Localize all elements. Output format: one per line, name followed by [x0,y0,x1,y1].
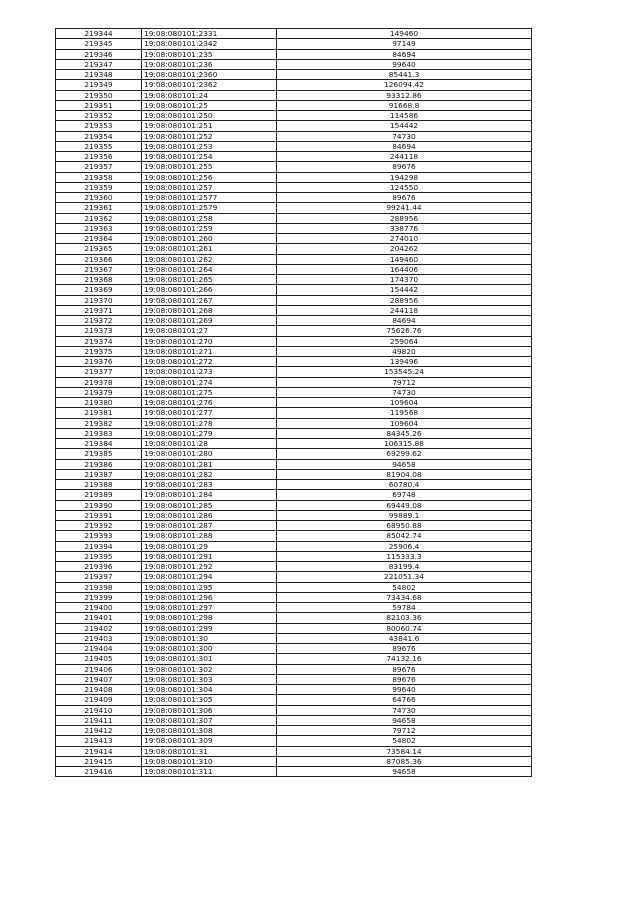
cadastral-number-cell: 19:08:080101:279 [142,428,277,438]
value-cell: 164406 [277,264,532,274]
row-id-cell: 219357 [56,162,142,172]
row-id-cell: 219414 [56,746,142,756]
value-cell: 244118 [277,305,532,315]
value-cell: 73584.14 [277,746,532,756]
value-cell: 89676 [277,664,532,674]
cadastral-number-cell: 19:08:080101:292 [142,562,277,572]
cadastral-number-cell: 19:08:080101:305 [142,695,277,705]
value-cell: 84694 [277,141,532,151]
table-row [56,685,532,695]
row-id-cell: 219363 [56,223,142,233]
table-row [56,203,532,213]
table-row [56,59,532,69]
table-row [56,715,532,725]
cadastral-number-cell: 19:08:080101:251 [142,121,277,131]
table-row [56,275,532,285]
row-id-cell: 219379 [56,387,142,397]
value-cell: 109604 [277,418,532,428]
cadastral-number-cell: 19:08:080101:235 [142,49,277,59]
table-row [56,316,532,326]
row-id-cell: 219344 [56,29,142,39]
cadastral-number-cell: 19:08:080101:236 [142,59,277,69]
cadastral-number-cell: 19:08:080101:306 [142,705,277,715]
cadastral-number-cell: 19:08:080101:270 [142,336,277,346]
row-id-cell: 219397 [56,572,142,582]
cadastral-number-cell: 19:08:080101:268 [142,305,277,315]
value-cell: 89676 [277,193,532,203]
table-row [56,90,532,100]
value-cell: 60780.4 [277,480,532,490]
table-row [56,367,532,377]
table-row [56,254,532,264]
row-id-cell: 219374 [56,336,142,346]
table-row [56,357,532,367]
table-row [56,756,532,766]
value-cell: 119568 [277,408,532,418]
value-cell: 79712 [277,726,532,736]
value-cell: 91668.8 [277,100,532,110]
table-row [56,408,532,418]
cadastral-number-cell: 19:08:080101:274 [142,377,277,387]
table-row [56,531,532,541]
cadastral-number-cell: 19:08:080101:282 [142,469,277,479]
value-cell: 221051.34 [277,572,532,582]
value-cell: 25906.4 [277,541,532,551]
row-id-cell: 219406 [56,664,142,674]
table-row [56,152,532,162]
table-row [56,439,532,449]
value-cell: 54802 [277,736,532,746]
row-id-cell: 219387 [56,469,142,479]
row-id-cell: 219404 [56,644,142,654]
value-cell: 85042.74 [277,531,532,541]
table-row [56,664,532,674]
value-cell: 85441.3 [277,70,532,80]
value-cell: 69449.08 [277,500,532,510]
row-id-cell: 219383 [56,428,142,438]
row-id-cell: 219399 [56,592,142,602]
table-row [56,264,532,274]
row-id-cell: 219347 [56,59,142,69]
row-id-cell: 219376 [56,357,142,367]
value-cell: 106315.88 [277,439,532,449]
row-id-cell: 219400 [56,603,142,613]
table-row [56,49,532,59]
row-id-cell: 219366 [56,254,142,264]
table-row [56,551,532,561]
value-cell: 94658 [277,715,532,725]
value-cell: 79712 [277,377,532,387]
cadastral-number-cell: 19:08:080101:276 [142,398,277,408]
table-row [56,29,532,39]
table-row [56,377,532,387]
value-cell: 204262 [277,244,532,254]
value-cell: 74730 [277,131,532,141]
table-row [56,490,532,500]
table-row [56,223,532,233]
row-id-cell: 219407 [56,674,142,684]
row-id-cell: 219382 [56,418,142,428]
cadastral-number-cell: 19:08:080101:261 [142,244,277,254]
table-row [56,480,532,490]
cadastral-number-cell: 19:08:080101:280 [142,449,277,459]
cadastral-number-cell: 19:08:080101:288 [142,531,277,541]
table-row [56,428,532,438]
value-cell: 82103.36 [277,613,532,623]
table-row [56,418,532,428]
value-cell: 97149 [277,39,532,49]
value-cell: 68950.88 [277,521,532,531]
row-id-cell: 219401 [56,613,142,623]
value-cell: 73434.68 [277,592,532,602]
cadastral-number-cell: 19:08:080101:300 [142,644,277,654]
value-cell: 194298 [277,172,532,182]
cadastral-number-cell: 19:08:080101:277 [142,408,277,418]
value-cell: 69299.62 [277,449,532,459]
row-id-cell: 219403 [56,633,142,643]
table-row [56,326,532,336]
row-id-cell: 219375 [56,346,142,356]
table-row [56,582,532,592]
cadastral-number-cell: 19:08:080101:259 [142,223,277,233]
table-row [56,234,532,244]
value-cell: 74132.16 [277,654,532,664]
cadastral-number-cell: 19:08:080101:285 [142,500,277,510]
table-row [56,674,532,684]
row-id-cell: 219364 [56,234,142,244]
value-cell: 94658 [277,459,532,469]
cadastral-number-cell: 19:08:080101:253 [142,141,277,151]
cadastral-number-cell: 19:08:080101:307 [142,715,277,725]
table-row [56,346,532,356]
table-row [56,746,532,756]
value-cell: 87085.36 [277,756,532,766]
table-row [56,623,532,633]
row-id-cell: 219348 [56,70,142,80]
cadastral-number-cell: 19:08:080101:264 [142,264,277,274]
cadastral-number-cell: 19:08:080101:24 [142,90,277,100]
row-id-cell: 219394 [56,541,142,551]
cadastral-number-cell: 19:08:080101:299 [142,623,277,633]
cadastral-number-cell: 19:08:080101:28 [142,439,277,449]
table-row [56,726,532,736]
row-id-cell: 219385 [56,449,142,459]
table-row [56,305,532,315]
table-row [56,39,532,49]
cadastral-number-cell: 19:08:080101:298 [142,613,277,623]
row-id-cell: 219402 [56,623,142,633]
value-cell: 109604 [277,398,532,408]
row-id-cell: 219393 [56,531,142,541]
cadastral-number-cell: 19:08:080101:296 [142,592,277,602]
row-id-cell: 219360 [56,193,142,203]
cadastral-number-cell: 19:08:080101:309 [142,736,277,746]
value-cell: 124550 [277,182,532,192]
table-row [56,172,532,182]
cadastral-number-cell: 19:08:080101:294 [142,572,277,582]
value-cell: 139496 [277,357,532,367]
cadastral-number-cell: 19:08:080101:272 [142,357,277,367]
cadastral-number-cell: 19:08:080101:273 [142,367,277,377]
value-cell: 149460 [277,29,532,39]
cadastral-number-cell: 19:08:080101:308 [142,726,277,736]
value-cell: 149460 [277,254,532,264]
data-table [55,28,532,777]
cadastral-number-cell: 19:08:080101:271 [142,346,277,356]
cadastral-number-cell: 19:08:080101:297 [142,603,277,613]
row-id-cell: 219356 [56,152,142,162]
row-id-cell: 219396 [56,562,142,572]
cadastral-number-cell: 19:08:080101:25 [142,100,277,110]
table-row [56,592,532,602]
cadastral-number-cell: 19:08:080101:2579 [142,203,277,213]
value-cell: 259064 [277,336,532,346]
table-row [56,572,532,582]
table-row [56,121,532,131]
table-row [56,111,532,121]
cadastral-number-cell: 19:08:080101:254 [142,152,277,162]
row-id-cell: 219346 [56,49,142,59]
cadastral-number-cell: 19:08:080101:283 [142,480,277,490]
table-row [56,469,532,479]
value-cell: 80060.74 [277,623,532,633]
row-id-cell: 219355 [56,141,142,151]
row-id-cell: 219350 [56,90,142,100]
table-row [56,213,532,223]
cadastral-number-cell: 19:08:080101:260 [142,234,277,244]
cadastral-number-cell: 19:08:080101:287 [142,521,277,531]
table-row [56,295,532,305]
row-id-cell: 219371 [56,305,142,315]
row-id-cell: 219381 [56,408,142,418]
value-cell: 81904.08 [277,469,532,479]
table-row [56,193,532,203]
row-id-cell: 219369 [56,285,142,295]
cadastral-number-cell: 19:08:080101:250 [142,111,277,121]
row-id-cell: 219395 [56,551,142,561]
row-id-cell: 219389 [56,490,142,500]
cadastral-number-cell: 19:08:080101:310 [142,756,277,766]
row-id-cell: 219392 [56,521,142,531]
table-row [56,141,532,151]
value-cell: 174370 [277,275,532,285]
value-cell: 93312.86 [277,90,532,100]
value-cell: 99241.44 [277,203,532,213]
value-cell: 54802 [277,582,532,592]
table-row [56,644,532,654]
value-cell: 244118 [277,152,532,162]
cadastral-number-cell: 19:08:080101:266 [142,285,277,295]
row-id-cell: 219415 [56,756,142,766]
value-cell: 114586 [277,111,532,121]
row-id-cell: 219358 [56,172,142,182]
row-id-cell: 219413 [56,736,142,746]
row-id-cell: 219416 [56,767,142,777]
table-row [56,131,532,141]
value-cell: 99889.1 [277,510,532,520]
cadastral-number-cell: 19:08:080101:311 [142,767,277,777]
row-id-cell: 219386 [56,459,142,469]
value-cell: 84694 [277,49,532,59]
cadastral-number-cell: 19:08:080101:2331 [142,29,277,39]
cadastral-number-cell: 19:08:080101:269 [142,316,277,326]
value-cell: 84694 [277,316,532,326]
value-cell: 89676 [277,162,532,172]
value-cell: 154442 [277,121,532,131]
row-id-cell: 219349 [56,80,142,90]
value-cell: 49820 [277,346,532,356]
table-row [56,603,532,613]
value-cell: 89676 [277,674,532,684]
cadastral-number-cell: 19:08:080101:257 [142,182,277,192]
cadastral-number-cell: 19:08:080101:284 [142,490,277,500]
row-id-cell: 219380 [56,398,142,408]
row-id-cell: 219384 [56,439,142,449]
cadastral-number-cell: 19:08:080101:30 [142,633,277,643]
cadastral-number-cell: 19:08:080101:303 [142,674,277,684]
table-row [56,244,532,254]
cadastral-number-cell: 19:08:080101:2577 [142,193,277,203]
cadastral-number-cell: 19:08:080101:29 [142,541,277,551]
cadastral-number-cell: 19:08:080101:2360 [142,70,277,80]
row-id-cell: 219405 [56,654,142,664]
table-row [56,510,532,520]
row-id-cell: 219368 [56,275,142,285]
row-id-cell: 219411 [56,715,142,725]
value-cell: 338776 [277,223,532,233]
value-cell: 153545.24 [277,367,532,377]
cadastral-number-cell: 19:08:080101:295 [142,582,277,592]
row-id-cell: 219391 [56,510,142,520]
cadastral-number-cell: 19:08:080101:265 [142,275,277,285]
table-row [56,285,532,295]
value-cell: 89676 [277,644,532,654]
value-cell: 69748 [277,490,532,500]
table-row [56,182,532,192]
table-row [56,654,532,664]
table-row [56,695,532,705]
cadastral-number-cell: 19:08:080101:258 [142,213,277,223]
row-id-cell: 219408 [56,685,142,695]
table-row [56,100,532,110]
table-row [56,387,532,397]
value-cell: 74730 [277,705,532,715]
cadastral-number-cell: 19:08:080101:304 [142,685,277,695]
table-row [56,541,532,551]
row-id-cell: 219372 [56,316,142,326]
cadastral-number-cell: 19:08:080101:281 [142,459,277,469]
cadastral-number-cell: 19:08:080101:256 [142,172,277,182]
cadastral-number-cell: 19:08:080101:252 [142,131,277,141]
row-id-cell: 219351 [56,100,142,110]
cadastral-number-cell: 19:08:080101:31 [142,746,277,756]
cadastral-number-cell: 19:08:080101:275 [142,387,277,397]
row-id-cell: 219345 [56,39,142,49]
value-cell: 64766 [277,695,532,705]
cadastral-number-cell: 19:08:080101:278 [142,418,277,428]
table-row [56,162,532,172]
table-row [56,562,532,572]
cadastral-number-cell: 19:08:080101:286 [142,510,277,520]
cadastral-number-cell: 19:08:080101:27 [142,326,277,336]
cadastral-number-cell: 19:08:080101:267 [142,295,277,305]
table-row [56,70,532,80]
row-id-cell: 219378 [56,377,142,387]
row-id-cell: 219412 [56,726,142,736]
row-id-cell: 219410 [56,705,142,715]
cadastral-number-cell: 19:08:080101:291 [142,551,277,561]
table-row [56,767,532,777]
table-row [56,336,532,346]
row-id-cell: 219370 [56,295,142,305]
value-cell: 94658 [277,767,532,777]
table-row [56,633,532,643]
table-row [56,459,532,469]
value-cell: 75626.76 [277,326,532,336]
cadastral-number-cell: 19:08:080101:301 [142,654,277,664]
table-row [56,398,532,408]
table-row [56,521,532,531]
table-body [56,29,532,777]
row-id-cell: 219373 [56,326,142,336]
value-cell: 43841.6 [277,633,532,643]
value-cell: 99640 [277,59,532,69]
row-id-cell: 219352 [56,111,142,121]
value-cell: 59784 [277,603,532,613]
row-id-cell: 219367 [56,264,142,274]
row-id-cell: 219398 [56,582,142,592]
row-id-cell: 219365 [56,244,142,254]
row-id-cell: 219359 [56,182,142,192]
value-cell: 83199.4 [277,562,532,572]
table-row [56,80,532,90]
cadastral-number-cell: 19:08:080101:2342 [142,39,277,49]
row-id-cell: 219362 [56,213,142,223]
table-row [56,736,532,746]
value-cell: 288956 [277,213,532,223]
table-row [56,705,532,715]
row-id-cell: 219390 [56,500,142,510]
row-id-cell: 219354 [56,131,142,141]
row-id-cell: 219377 [56,367,142,377]
table-row [56,613,532,623]
row-id-cell: 219409 [56,695,142,705]
value-cell: 274010 [277,234,532,244]
row-id-cell: 219361 [56,203,142,213]
row-id-cell: 219388 [56,480,142,490]
value-cell: 99640 [277,685,532,695]
row-id-cell: 219353 [56,121,142,131]
value-cell: 154442 [277,285,532,295]
cadastral-number-cell: 19:08:080101:255 [142,162,277,172]
value-cell: 84345.26 [277,428,532,438]
table-row [56,500,532,510]
value-cell: 126094.42 [277,80,532,90]
table-row [56,449,532,459]
cadastral-number-cell: 19:08:080101:262 [142,254,277,264]
value-cell: 115333.3 [277,551,532,561]
cadastral-number-cell: 19:08:080101:2362 [142,80,277,90]
value-cell: 288956 [277,295,532,305]
cadastral-number-cell: 19:08:080101:302 [142,664,277,674]
value-cell: 74730 [277,387,532,397]
